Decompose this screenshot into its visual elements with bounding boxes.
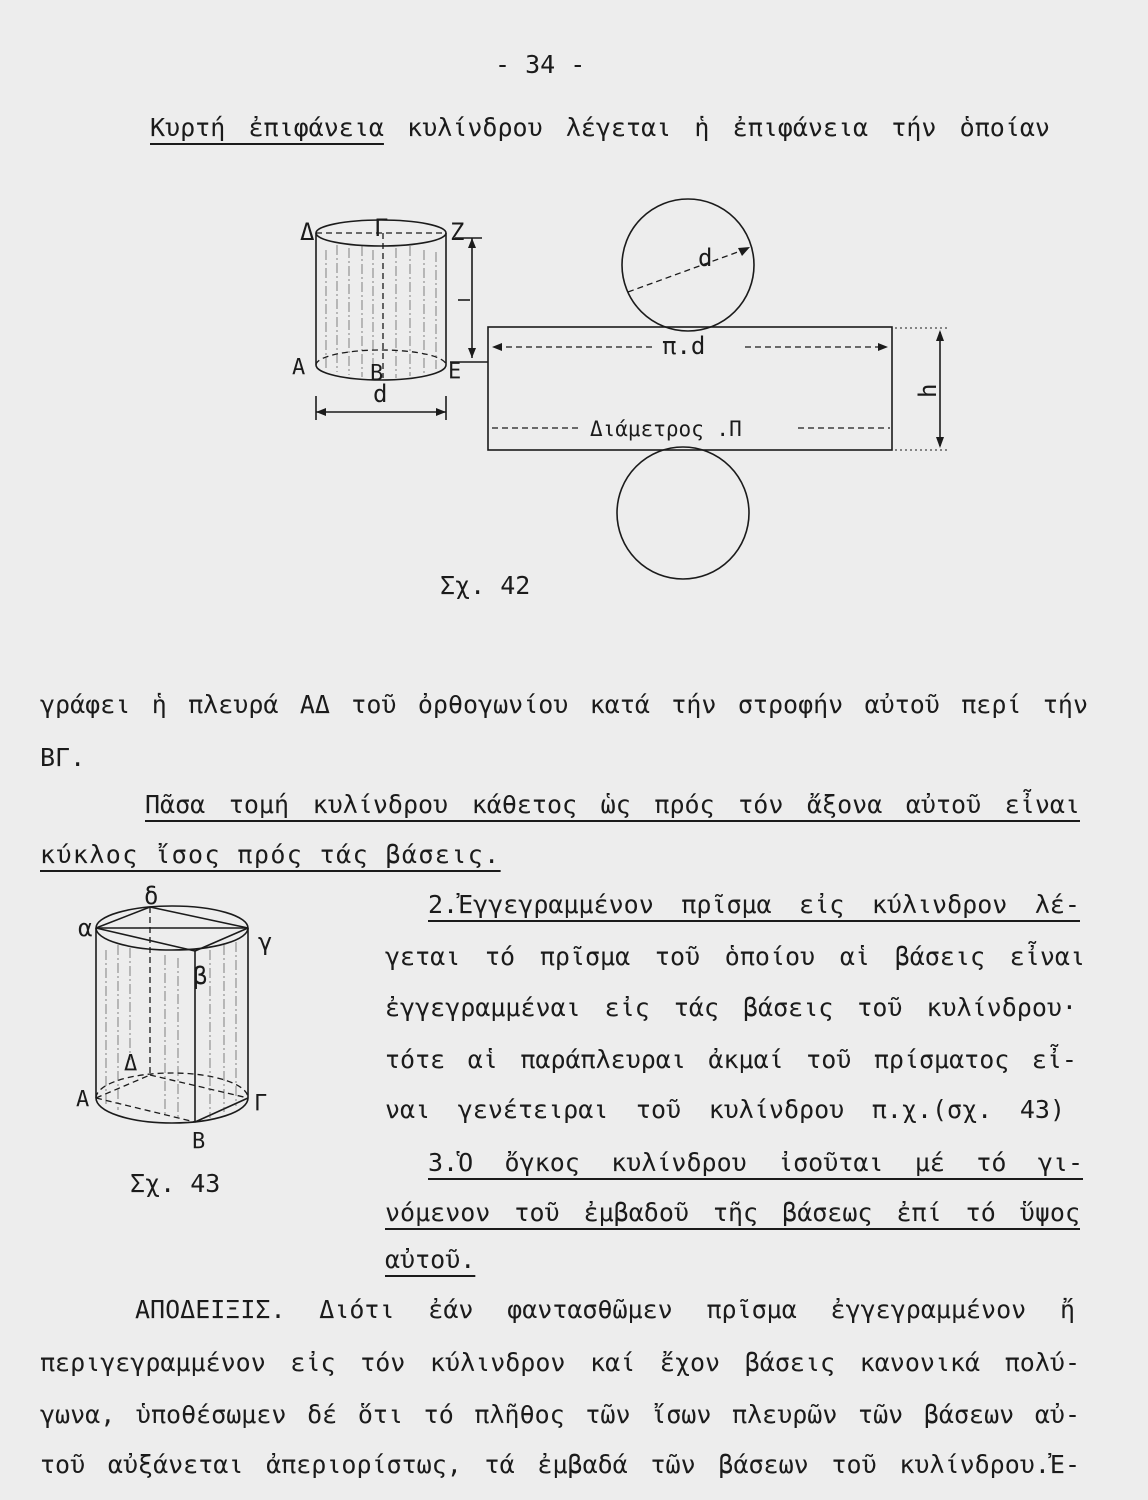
figure-43	[76, 882, 272, 1198]
label-top-delta: δ	[144, 882, 159, 910]
definition-2-line-5: ναι γενέτειραι τοῦ κυλίνδρου π.χ.(σχ. 43)	[385, 1095, 1065, 1124]
theorem-3-line-3: αὐτοῦ.	[385, 1245, 476, 1274]
definition-2-line-2: γεται τό πρῖσμα τοῦ ὁποίου αἱ βάσεις εἶναι	[385, 942, 1085, 971]
paragraph-1-line-2: ΒΓ.	[40, 743, 86, 772]
intro-line	[150, 113, 1050, 143]
rect-bottom-label: Διάμετρος .Π	[590, 417, 742, 441]
prism-bottom-base	[96, 1075, 248, 1122]
theorem-3-line-1: 3.Ὁ ὄγκος κυλίνδρου ἰσοῦται μέ τό γι-	[428, 1148, 1083, 1177]
cylinder-hatching	[106, 942, 236, 1118]
label-Delta: Δ	[300, 218, 315, 246]
figure-43-caption: Σχ. 43	[130, 1169, 221, 1198]
cylinder-bottom-back	[96, 1073, 248, 1098]
proof-line-2: περιγεγραμμένον εἰς τόν κύλινδρον καί ἔχον βάσεις κανονικά πολύ-	[40, 1348, 1080, 1377]
cylinder-bottom-front	[96, 1098, 248, 1123]
definition-2-line-1: 2.Ἐγγεγραμμένον πρῖσμα εἰς κύλινδρον λέ-	[428, 890, 1080, 919]
label-Zeta: Ζ	[450, 218, 465, 246]
label-Beta: Β	[370, 361, 384, 386]
theorem-1-line-2: κύκλος ἴσος πρός τάς βάσεις.	[40, 840, 501, 869]
figure-42-development	[488, 199, 950, 579]
label-Epsilon: Ε	[448, 359, 462, 384]
theorem-1-line-1: Πᾶσα τομή κυλίνδρου κάθετος ὡς πρός τόν ἄξονα αὐτοῦ εἶναι	[145, 790, 1080, 819]
circumference-label: π.d	[662, 332, 706, 360]
label-bottom-alpha: Α	[76, 1087, 90, 1112]
definition-2-line-4: τότε αἱ παράπλευραι ἀκμαί τοῦ πρίσματος εἶ-	[385, 1045, 1077, 1074]
label-top-alpha: α	[78, 914, 93, 942]
figure-42	[292, 199, 950, 600]
definition-2-line-3: ἐγγεγραμμέναι εἰς τάς βάσεις τοῦ κυλίνδρου·	[385, 993, 1077, 1022]
cylinder-hatching	[326, 245, 436, 378]
proof-line-1: ΑΠΟΔΕΙΞΙΣ. Διότι ἐάν φαντασθῶμεν πρῖσμα ἐγγεγραμμένον ἤ	[135, 1295, 1075, 1324]
label-diameter-d: d	[373, 380, 388, 408]
page-number: - 34 -	[495, 50, 586, 79]
paragraph-1-line-1: γράφει ἡ πλευρά ΑΔ τοῦ ὀρθογωνίου κατά τήν στροφήν αὐτοῦ περί τήν	[40, 690, 1088, 719]
figure-42-cylinder	[292, 214, 488, 420]
label-bottom-beta: Β	[192, 1129, 206, 1154]
prism-lateral-edges	[150, 907, 195, 1122]
development-top-circle	[622, 199, 754, 331]
proof-line-4: τοῦ αὐξάνεται ἀπεριορίστως, τά ἐμβαδά τῶν βάσεων τοῦ κυλίνδρου.Ἐ-	[40, 1450, 1080, 1479]
label-Gamma: Γ	[374, 214, 389, 242]
diameter-arrowhead	[738, 247, 750, 256]
figure-42-caption: Σχ. 42	[440, 571, 531, 600]
cylinder-height-dimension	[450, 238, 488, 362]
proof-line-3: γωνα, ὑποθέσωμεν δέ ὅτι τό πλῆθος τῶν ἴσων πλευρῶν τῶν βάσεων αὐ-	[40, 1400, 1080, 1429]
label-Alpha: Α	[292, 355, 306, 380]
development-bottom-circle	[617, 447, 749, 579]
label-top-gamma: γ	[258, 928, 273, 956]
label-top-beta: β	[193, 962, 208, 990]
label-bottom-delta: Δ	[124, 1051, 138, 1076]
label-bottom-gamma: Γ	[254, 1091, 268, 1116]
top-circle-diameter	[628, 249, 746, 292]
intro-underlined-term: Κυρτή ἐπιφάνεια	[150, 113, 384, 142]
circle-diameter-label: d	[698, 244, 713, 272]
height-label: h	[914, 383, 942, 398]
intro-rest: κυλίνδρου λέγεται ἡ ἐπιφάνεια τήν ὁποίαν	[407, 113, 1050, 142]
theorem-3-line-2: νόμενον τοῦ ἐμβαδοῦ τῆς βάσεως ἐπί τό ὕψος	[385, 1198, 1080, 1227]
